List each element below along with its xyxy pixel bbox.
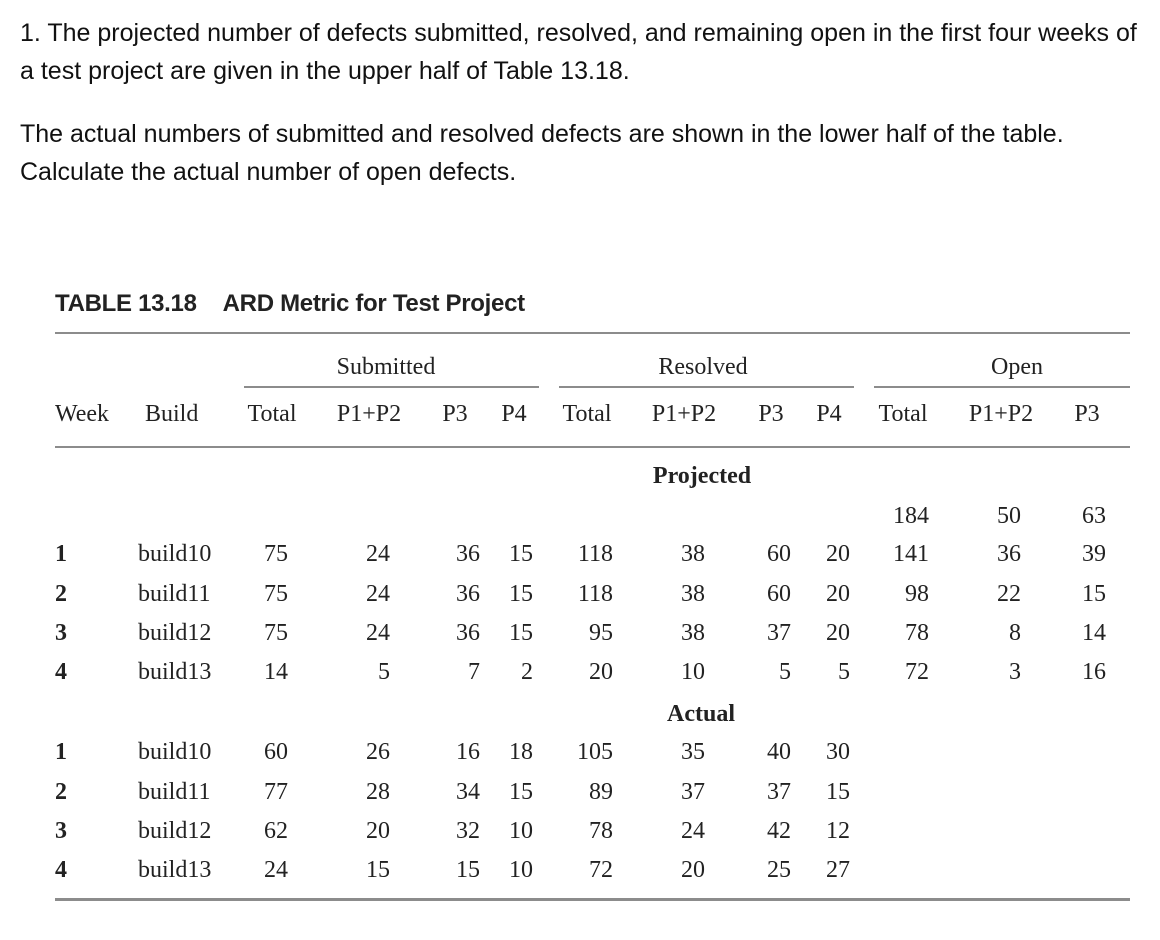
table-cell: 10 [681, 659, 705, 685]
table-cell: 75 [264, 620, 288, 646]
open-group-rule [874, 386, 1130, 388]
table-cell: 78 [589, 818, 613, 844]
table-cell: 16 [1082, 659, 1106, 685]
table-cell: 141 [893, 541, 929, 567]
column-header: P3 [1074, 401, 1100, 427]
column-header: Build [145, 401, 199, 427]
table-cell: 4 [55, 659, 67, 685]
question-paragraph-1: 1. The projected number of defects submitted, resolved, and remaining open in the first four weeks of a test project are given in the upper half of Table 13.18. [20, 19, 1137, 85]
table-cell: 75 [264, 541, 288, 567]
table-cell: 2 [55, 581, 67, 607]
table-cell: 15 [509, 541, 533, 567]
table-cell: 20 [589, 659, 613, 685]
actual-section-label: Actual [667, 701, 735, 727]
table-cell: 37 [681, 779, 705, 805]
table-cell: 8 [1009, 620, 1021, 646]
table-cell: 16 [456, 739, 480, 765]
table-cell: 118 [577, 541, 613, 567]
table-cell: 27 [826, 857, 850, 883]
table-cell: 30 [826, 739, 850, 765]
table-cell: 36 [456, 541, 480, 567]
table-cell: 35 [681, 739, 705, 765]
table-cell: 14 [264, 659, 288, 685]
table-cell: 28 [366, 779, 390, 805]
table-cell: 38 [681, 581, 705, 607]
table-cell: 20 [681, 857, 705, 883]
table-cell: 22 [997, 581, 1021, 607]
table-cell: build13 [138, 659, 212, 685]
table-cell: build11 [138, 581, 211, 607]
table-cell: 15 [456, 857, 480, 883]
table-cell: 2 [521, 659, 533, 685]
table-cell: 78 [905, 620, 929, 646]
projected-section-label: Projected [652, 463, 752, 489]
table-cell: 37 [767, 620, 791, 646]
table-cell: 24 [681, 818, 705, 844]
open-value: 50 [997, 503, 1021, 529]
table-cell: 15 [509, 779, 533, 805]
table-cell: 20 [826, 541, 850, 567]
table-cell: 32 [456, 818, 480, 844]
table-cell: 20 [366, 818, 390, 844]
table-cell: 10 [509, 818, 533, 844]
table-cell: 7 [468, 659, 480, 685]
column-header: Total [247, 401, 297, 427]
table-cell: 18 [509, 739, 533, 765]
table-cell: 89 [589, 779, 613, 805]
table-cell: 1 [55, 541, 67, 567]
table-cell: 5 [378, 659, 390, 685]
column-header: P1+P2 [336, 401, 402, 427]
table-cell: build13 [138, 857, 212, 883]
table-cell: 1 [55, 739, 67, 765]
table-bottom-rule [55, 898, 1130, 901]
table-cell: 62 [264, 818, 288, 844]
column-header: P1+P2 [968, 401, 1034, 427]
table-cell: 15 [509, 581, 533, 607]
table-cell: 25 [767, 857, 791, 883]
column-header: Week [55, 401, 110, 427]
table-cell: 38 [681, 620, 705, 646]
table-cell: 15 [826, 779, 850, 805]
column-header: P3 [442, 401, 468, 427]
table-cell: 24 [366, 581, 390, 607]
table-cell: 5 [838, 659, 850, 685]
column-header: Total [562, 401, 612, 427]
table-cell: 118 [577, 581, 613, 607]
resolved-group-rule [559, 386, 854, 388]
table-cell: 3 [1009, 659, 1021, 685]
table-cell: 15 [509, 620, 533, 646]
table-cell: 36 [997, 541, 1021, 567]
table-cell: 40 [767, 739, 791, 765]
table-cell: build10 [138, 541, 212, 567]
open-value: 63 [1082, 503, 1106, 529]
table-cell: 10 [509, 857, 533, 883]
table-cell: 72 [905, 659, 929, 685]
table-cell: 60 [767, 541, 791, 567]
group-header-resolved: Resolved [658, 354, 748, 380]
table-cell: 24 [264, 857, 288, 883]
table-cell: 5 [779, 659, 791, 685]
table-caption [55, 290, 525, 318]
table-cell: 20 [826, 581, 850, 607]
table-cell: 98 [905, 581, 929, 607]
table-cell: 20 [826, 620, 850, 646]
table-cell: 60 [767, 581, 791, 607]
table-cell: 77 [264, 779, 288, 805]
table-cell: 15 [1082, 581, 1106, 607]
column-header: Total [878, 401, 928, 427]
table-cell: build12 [138, 818, 212, 844]
table-cell: 95 [589, 620, 613, 646]
table-cell: 72 [589, 857, 613, 883]
table-cell: 42 [767, 818, 791, 844]
table-cell: 36 [456, 620, 480, 646]
table-number: TABLE 13.18 [55, 290, 197, 317]
table-cell: 39 [1082, 541, 1106, 567]
table-cell: 75 [264, 581, 288, 607]
table-cell: 15 [366, 857, 390, 883]
table-top-rule [55, 332, 1130, 334]
question-paragraph-2: The actual numbers of submitted and resolved defects are shown in the lower half of the table. Calculate the actual number of open defects. [20, 120, 1064, 186]
column-header: P1+P2 [651, 401, 717, 427]
table-cell: 4 [55, 857, 67, 883]
table-title: ARD Metric for Test Project [222, 290, 525, 317]
submitted-group-rule [244, 386, 539, 388]
column-header: P3 [758, 401, 784, 427]
table-cell: 37 [767, 779, 791, 805]
table-cell: 24 [366, 541, 390, 567]
table-cell: 26 [366, 739, 390, 765]
table-cell: 12 [826, 818, 850, 844]
table-cell: 34 [456, 779, 480, 805]
column-header: P4 [501, 401, 527, 427]
table-cell: 3 [55, 620, 67, 646]
table-cell: build11 [138, 779, 211, 805]
table-cell: 2 [55, 779, 67, 805]
table-cell: 3 [55, 818, 67, 844]
table-cell: 36 [456, 581, 480, 607]
table-cell: 14 [1082, 620, 1106, 646]
table-cell: 24 [366, 620, 390, 646]
header-rule [55, 446, 1130, 448]
table-cell: 105 [577, 739, 613, 765]
table-cell: build10 [138, 739, 212, 765]
table-cell: build12 [138, 620, 212, 646]
open-value: 184 [893, 503, 929, 529]
group-header-submitted: Submitted [336, 354, 436, 380]
table-cell: 38 [681, 541, 705, 567]
table-cell: 60 [264, 739, 288, 765]
question-text [20, 14, 1145, 191]
group-header-open: Open [991, 354, 1043, 380]
column-header: P4 [816, 401, 842, 427]
